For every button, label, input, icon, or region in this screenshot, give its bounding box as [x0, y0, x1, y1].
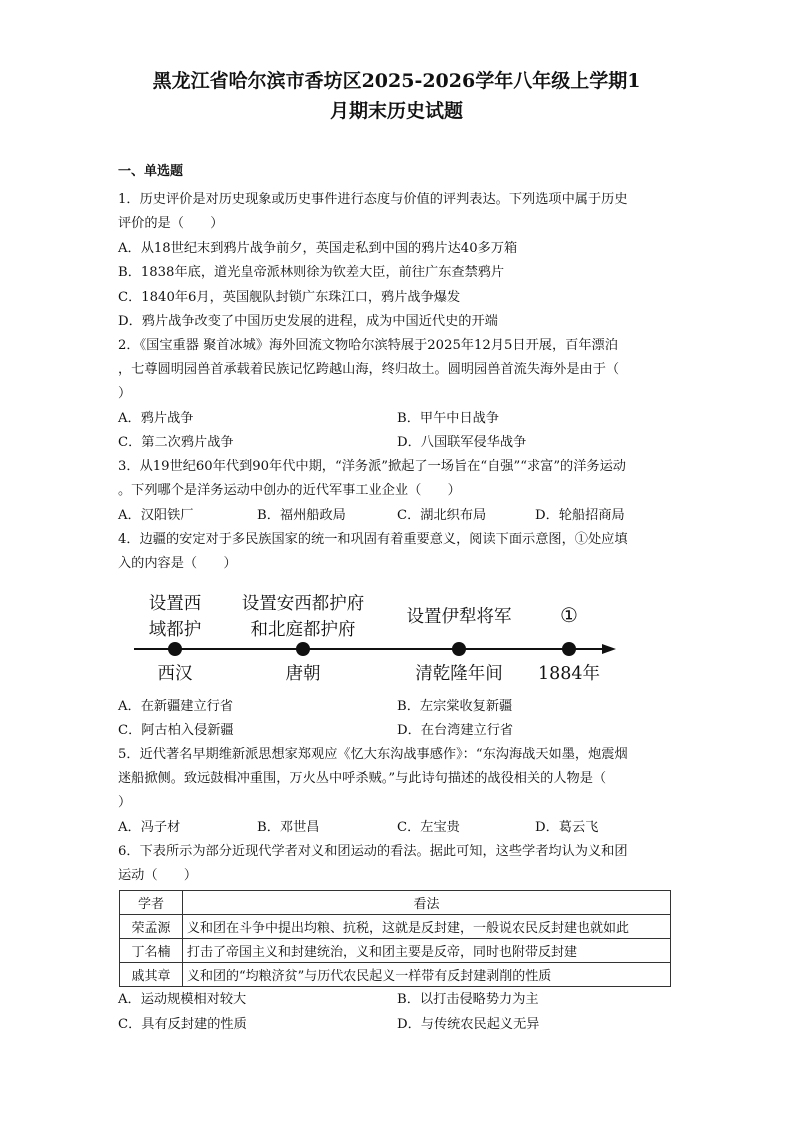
q4-stem-line2: 入的内容是（ ） [118, 556, 237, 571]
q3-option-d[interactable]: D．轮船招商局 [535, 508, 625, 523]
q3-option-b[interactable]: B．福州船政局 [257, 508, 346, 523]
q4-option-a[interactable]: A．在新疆建立行省 [118, 699, 234, 714]
q5-stem-line1: 5．近代著名早期维新派思想家郑观应《忆大东沟战事感作》：“东沟海战天如墨，炮震烟 [118, 747, 628, 762]
q6-option-d[interactable]: D．与传统农民起义无异 [397, 1017, 540, 1032]
q2-stem-line2: ，七尊圆明园兽首承载着民族记忆跨越山海，终归故土。圆明园兽首流失海外是由于（ [118, 362, 620, 377]
timeline-period-label: 唐朝 [285, 664, 321, 684]
q2-option-a[interactable]: A．鸦片战争 [118, 411, 194, 426]
q1-option-c[interactable]: C．1840年6月，英国舰队封锁广东珠江口，鸦片战争爆发 [118, 290, 461, 305]
timeline-period-label: 1884年 [537, 664, 601, 684]
q3-stem-line1: 3．从19世纪60年代到90年代中期，“洋务派”掀起了一场旨在“自强”“求富”的洋务运动 [118, 459, 626, 474]
q6-option-b[interactable]: B．以打击侵略势力为主 [397, 992, 539, 1007]
table-header-view: 看法 [183, 891, 671, 915]
timeline-blank-marker: ① [560, 603, 578, 627]
timeline-event-label [223, 591, 383, 643]
q1-stem-line2: 评价的是（ ） [118, 216, 224, 231]
q6-option-c[interactable]: C．具有反封建的性质 [118, 1017, 247, 1032]
timeline-period-label: 清乾隆年间 [415, 664, 503, 684]
timeline-event-label [132, 591, 218, 643]
timeline-dot [296, 642, 310, 656]
exam-title-line2: 月期末历史试题 [329, 100, 463, 122]
q4-option-d[interactable]: D．在台湾建立行省 [397, 723, 514, 738]
timeline-arrow [602, 644, 616, 654]
q1-option-a[interactable]: A．从18世纪末到鸦片战争前夕，英国走私到中国的鸦片达40多万箱 [118, 241, 518, 256]
timeline-diagram [128, 583, 628, 693]
q1-stem-line1: 1．历史评价是对历史现象或历史事件进行态度与价值的评判表达。下列选项中属于历史 [118, 192, 628, 207]
table-cell-scholar: 丁名楠 [120, 939, 183, 963]
q4-option-c[interactable]: C．阿古柏入侵新疆 [118, 723, 234, 738]
q2-option-c[interactable]: C．第二次鸦片战争 [118, 435, 234, 450]
q3-option-a[interactable]: A．汉阳铁厂 [118, 508, 194, 523]
q5-option-c[interactable]: C．左宝贵 [397, 820, 460, 835]
q3-stem-line2: 。下列哪个是洋务运动中创办的近代军事工业企业（ ） [118, 483, 461, 498]
section-heading: 一、单选题 [118, 164, 184, 179]
table-cell-view: 义和团在斗争中提出均粮、抗税，这就是反封建，一般说农民反封建也就如此 [183, 915, 671, 939]
table-header-row [120, 891, 671, 915]
q4-stem-line1: 4．边疆的安定对于多民族国家的统一和巩固有着重要意义，阅读下面示意图，①处应填 [118, 532, 628, 547]
q5-option-b[interactable]: B．邓世昌 [257, 820, 320, 835]
q6-stem-line2: 运动（ ） [118, 868, 198, 883]
timeline-period-label: 西汉 [157, 664, 193, 684]
timeline-event-text: 和北庭都护府 [250, 620, 356, 640]
q2-stem-line1: 2．《国宝重器 聚首冰城》海外回流文物哈尔滨特展于2025年12月5日开展，百年漂泊 [118, 338, 618, 353]
timeline-event-label: 设置伊犁将军 [406, 607, 512, 627]
q2-option-b[interactable]: B．甲午中日战争 [397, 411, 500, 426]
scholar-views-table [119, 890, 671, 987]
table-cell-view: 义和团的“均粮济贫”与历代农民起义一样带有反封建剥削的性质 [183, 963, 671, 987]
exam-title-line1: 黑龙江省哈尔滨市香坊区2025-2026学年八年级上学期1 [152, 70, 641, 92]
q1-option-d[interactable]: D．鸦片战争改变了中国历史发展的进程，成为中国近代史的开端 [118, 314, 498, 329]
q4-option-b[interactable]: B．左宗棠收复新疆 [397, 699, 513, 714]
timeline-dot [452, 642, 466, 656]
table-row [120, 939, 671, 963]
table-cell-view: 打击了帝国主义和封建统治，义和团主要是反帝，同时也附带反封建 [183, 939, 671, 963]
table-cell-scholar: 戚其章 [120, 963, 183, 987]
exam-title [80, 66, 713, 126]
table-cell-scholar: 荣孟源 [120, 915, 183, 939]
timeline-dot [562, 642, 576, 656]
timeline-event-text: 设置西 [148, 594, 202, 614]
q3-option-c[interactable]: C．湖北织布局 [397, 508, 487, 523]
table-row [120, 963, 671, 987]
q1-option-b[interactable]: B．1838年底，道光皇帝派林则徐为钦差大臣，前往广东查禁鸦片 [118, 265, 505, 280]
q5-option-a[interactable]: A．冯子材 [118, 820, 181, 835]
q5-option-d[interactable]: D．葛云飞 [535, 820, 599, 835]
q5-stem-line2: 迷船掀侧。致远鼓楫冲重围，万火丛中呼杀贼。”与此诗句描述的战役相关的人物是（ [118, 771, 607, 786]
table-row [120, 915, 671, 939]
table-header-scholar: 学者 [120, 891, 183, 915]
q6-stem-line1: 6．下表所示为部分近现代学者对义和团运动的看法。据此可知，这些学者均认为义和团 [118, 844, 628, 859]
timeline-event-text: 设置安西都护府 [241, 594, 365, 614]
q5-stem-line3: ） [118, 795, 132, 810]
q2-option-d[interactable]: D．八国联军侵华战争 [397, 435, 527, 450]
timeline-dot [168, 642, 182, 656]
q2-stem-line3: ） [118, 386, 132, 401]
timeline-event-text: 域都护 [148, 620, 202, 640]
q6-option-a[interactable]: A．运动规模相对较大 [118, 992, 247, 1007]
